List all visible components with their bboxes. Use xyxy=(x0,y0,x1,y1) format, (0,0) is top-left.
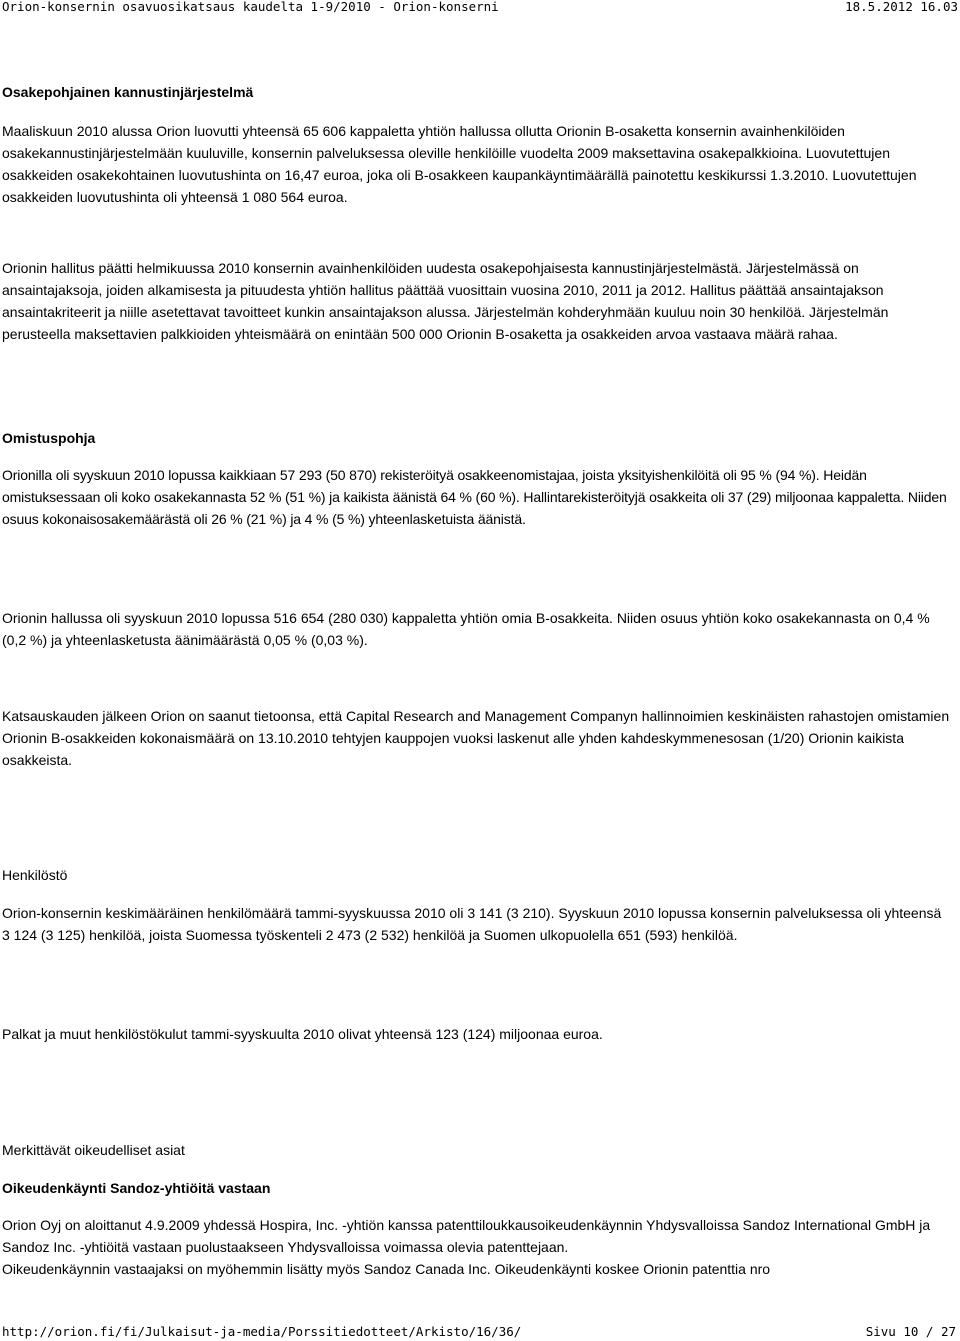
personnel-paragraph-1: Orion-konsernin keskimääräinen henkilömäärä tammi-syyskuussa 2010 oli 3 141 (3 210). Syyskuun 2010 lopussa konsernin palveluksessa oli yhteensä 3 124 (3 125) henkilöä, joista Suomessa työskenteli 2 473 (2 532) henkilöä ja Suomen ulkopuolella 651 (593) henkilöä. xyxy=(2,905,942,943)
ownership-heading: Omistuspohja xyxy=(2,430,96,446)
footer-page-number: Sivu 10 / 27 xyxy=(865,1324,956,1339)
ownership-paragraph-1: Orionilla oli syyskuun 2010 lopussa kaikkiaan 57 293 (50 870) rekisteröityä osakkeenomistajaa, joista yksityishenkilöitä oli 95 % (94 %). Heidän omistuksessaan oli koko osakekannasta 52 % (51 %) ja kaikista äänistä 64 % (60 %). Hallintarekisteröityjä osakkeita oli 37 (29) miljoonaa kappaletta. Niiden osuus kokonaisosakemäärästä oli 26 % (21 %) ja 4 % (5 %) yhteenlasketuista äänistä. xyxy=(2,467,947,527)
print-header xyxy=(0,0,960,14)
page-header-datetime: 18.5.2012 16.03 xyxy=(845,0,958,14)
incentive-paragraph-2: Orionin hallitus päätti helmikuussa 2010 konsernin avainhenkilöiden uudesta osakepohjaisesta kannustinjärjestelmästä. Järjestelmässä on ansaintajaksoja, joiden alkamisesta ja pituudesta yhtiön hallitus päättää vuosittain vuosina 2010, 2011 ja 2012. Hallitus päättää ansaintajakson ansaintakriteerit ja niille asetettavat tavoitteet kunkin ansaintajakson alussa. Järjestelmän kohderyhmään kuuluu noin 30 henkilöä. Järjestelmän perusteella maksettavien palkkioiden yhteismäärä on enintään 500 000 Orionin B-osaketta ja osakkeiden arvoa vastaava määrä rahaa. xyxy=(2,260,889,342)
page-header-title: Orion-konsernin osavuosikatsaus kaudelta 1-9/2010 - Orion-konserni xyxy=(2,0,499,14)
personnel-heading: Henkilöstö xyxy=(2,867,68,883)
legal-heading: Merkittävät oikeudelliset asiat xyxy=(2,1142,185,1158)
ownership-paragraph-3: Katsauskauden jälkeen Orion on saanut tietoonsa, että Capital Research and Management Companyn hallinnoimien keskinäisten rahastojen omistamien Orionin B-osakkeiden kokonaismäärä on 13.10.2010 tehtyjen kauppojen vuoksi laskenut alle yhden kahdeskymmenesosan (1/20) Orionin kaikista osakkeista. xyxy=(2,708,950,768)
ownership-paragraph-2: Orionin hallussa oli syyskuun 2010 lopussa 516 654 (280 030) kappaletta yhtiön omia B-osakkeita. Niiden osuus yhtiön koko osakekannasta on 0,4 % (0,2 %) ja yhteenlasketusta äänimäärästä 0,05 % (0,03 %). xyxy=(2,610,930,648)
incentive-heading: Osakepohjainen kannustinjärjestelmä xyxy=(2,84,254,100)
legal-paragraph-1: Orion Oyj on aloittanut 4.9.2009 yhdessä Hospira, Inc. -yhtiön kanssa patenttiloukkausoikeudenkäynnin Yhdysvalloissa Sandoz International GmbH ja Sandoz Inc. -yhtiöitä vastaan puolustaakseen Yhdysvalloissa voimassa olevia patenttejaan. xyxy=(2,1217,931,1255)
print-footer xyxy=(0,1325,960,1339)
incentive-paragraph-1: Maaliskuun 2010 alussa Orion luovutti yhteensä 65 606 kappaletta yhtiön hallussa ollutta Orionin B-osaketta konsernin avainhenkilöiden osakekannustinjärjestelmään kuuluville, konsernin palveluksessa oleville henkilöille vuodelta 2009 maksettavina osakepalkkioina. Luovutettujen osakkeiden osakekohtainen luovutushinta on 16,47 euroa, joka oli B-osakkeen kaupankäyntimäärällä painotettu keskikurssi 1.3.2010. Luovutettujen osakkeiden luovutushinta oli yhteensä 1 080 564 euroa. xyxy=(2,123,917,205)
footer-url: http://orion.fi/fi/Julkaisut-ja-media/Porssitiedotteet/Arkisto/16/36/ xyxy=(2,1324,522,1339)
personnel-paragraph-2: Palkat ja muut henkilöstökulut tammi-syyskuulta 2010 olivat yhteensä 123 (124) miljoonaa euroa. xyxy=(2,1026,603,1042)
legal-subheading: Oikeudenkäynti Sandoz-yhtiöitä vastaan xyxy=(2,1180,271,1196)
legal-paragraph-2: Oikeudenkäynnin vastaajaksi on myöhemmin lisätty myös Sandoz Canada Inc. Oikeudenkäynti koskee Orionin patenttia nro xyxy=(2,1261,771,1277)
